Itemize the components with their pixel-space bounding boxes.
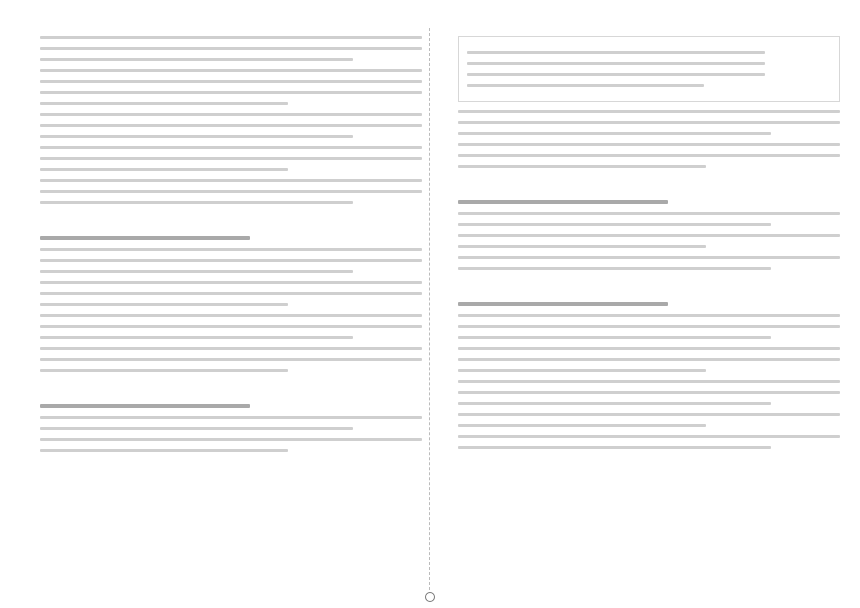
text-line bbox=[467, 51, 765, 54]
text-line bbox=[40, 314, 422, 317]
text-line bbox=[40, 325, 422, 328]
text-line bbox=[40, 91, 422, 94]
text-line bbox=[40, 179, 422, 182]
text-line bbox=[458, 121, 840, 124]
text-line bbox=[40, 303, 288, 306]
text-line bbox=[40, 135, 353, 138]
text-line bbox=[40, 336, 353, 339]
text-line bbox=[458, 267, 771, 270]
text-line bbox=[458, 132, 771, 135]
text-line bbox=[458, 380, 840, 383]
text-line bbox=[458, 336, 771, 339]
text-line bbox=[40, 259, 422, 262]
text-line bbox=[458, 245, 706, 248]
text-line bbox=[458, 234, 840, 237]
text-line bbox=[40, 146, 422, 149]
text-line bbox=[458, 391, 840, 394]
text-line bbox=[40, 416, 422, 419]
text-line bbox=[467, 62, 765, 65]
text-line bbox=[40, 124, 422, 127]
text-line bbox=[40, 347, 422, 350]
text-line bbox=[40, 102, 288, 105]
text-line bbox=[40, 270, 353, 273]
text-line bbox=[40, 358, 422, 361]
text-line bbox=[40, 449, 288, 452]
text-line bbox=[458, 369, 706, 372]
text-line bbox=[467, 84, 704, 87]
text-line bbox=[458, 446, 771, 449]
text-line bbox=[40, 369, 288, 372]
text-line bbox=[458, 347, 840, 350]
text-line bbox=[458, 154, 840, 157]
text-line bbox=[40, 157, 422, 160]
page-divider bbox=[429, 28, 431, 590]
text-line bbox=[40, 292, 422, 295]
text-line bbox=[40, 69, 422, 72]
text-line bbox=[458, 212, 840, 215]
text-line bbox=[467, 73, 765, 76]
text-line bbox=[40, 168, 288, 171]
text-line bbox=[458, 358, 840, 361]
text-line bbox=[458, 223, 771, 226]
section-heading bbox=[40, 404, 250, 408]
poem-box bbox=[458, 36, 840, 102]
text-line bbox=[458, 402, 771, 405]
text-line bbox=[40, 58, 353, 61]
text-line bbox=[458, 413, 840, 416]
text-line bbox=[40, 36, 422, 39]
text-line bbox=[458, 256, 840, 259]
text-line bbox=[40, 438, 422, 441]
text-line bbox=[40, 190, 422, 193]
text-line bbox=[458, 110, 840, 113]
text-line bbox=[40, 113, 422, 116]
text-line bbox=[458, 314, 840, 317]
section-heading bbox=[458, 302, 668, 306]
text-line bbox=[40, 47, 422, 50]
text-line bbox=[458, 424, 706, 427]
text-line bbox=[458, 435, 840, 438]
page-center-marker bbox=[425, 592, 435, 602]
section-heading bbox=[40, 236, 250, 240]
text-line bbox=[458, 143, 840, 146]
left-page bbox=[40, 28, 422, 590]
right-page bbox=[458, 28, 840, 590]
text-line bbox=[40, 248, 422, 251]
text-line bbox=[40, 80, 422, 83]
text-line bbox=[40, 427, 353, 430]
section-heading bbox=[458, 200, 668, 204]
text-line bbox=[40, 281, 422, 284]
text-line bbox=[458, 165, 706, 168]
text-line bbox=[40, 201, 353, 204]
text-line bbox=[458, 325, 840, 328]
